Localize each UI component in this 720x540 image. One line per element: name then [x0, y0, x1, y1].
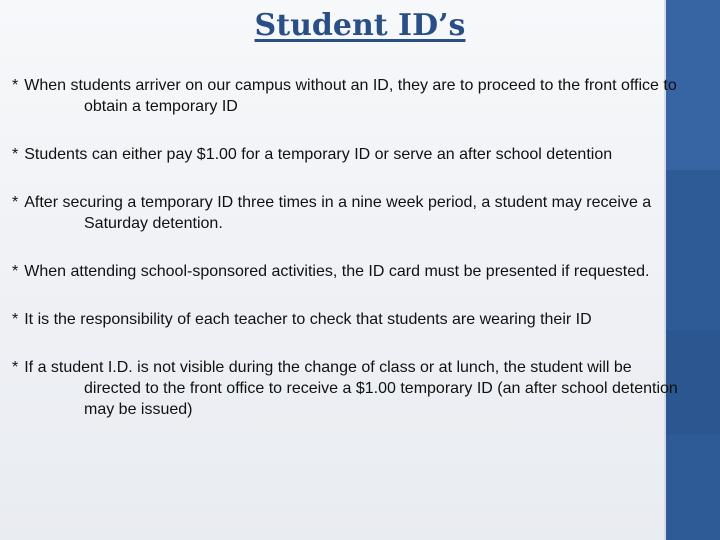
- bullet-star: *: [12, 359, 19, 376]
- slide-title: Student ID’s: [254, 8, 466, 43]
- bullet-star: *: [12, 194, 19, 211]
- bullet-item: [12, 192, 684, 234]
- bullet-star: *: [12, 77, 19, 94]
- bullet-text: When attending school-sponsored activities, the ID card must be presented if requested.: [24, 263, 650, 280]
- bullet-list: [12, 75, 684, 447]
- bullet-star: *: [12, 311, 19, 328]
- bullet-item: [12, 357, 684, 420]
- bullet-text: After securing a temporary ID three times in a nine week period, a student may receive a Saturday detention.: [24, 194, 652, 232]
- bullet-text: Students can either pay $1.00 for a temporary ID or serve an after school detention: [24, 146, 613, 163]
- bullet-item: [12, 261, 684, 282]
- bullet-item: [12, 75, 684, 117]
- bullet-star: *: [12, 146, 19, 163]
- bullet-text: It is the responsibility of each teacher to check that students are wearing their ID: [24, 311, 592, 328]
- bullet-star: *: [12, 263, 19, 280]
- bullet-text: When students arriver on our campus without an ID, they are to proceed to the front office to obtain a temporary ID: [24, 77, 677, 115]
- bullet-text: If a student I.D. is not visible during the change of class or at lunch, the student will be directed to the front office to receive a $1.00 temporary ID (an after school detention may be issued): [24, 359, 678, 418]
- bullet-item: [12, 309, 684, 330]
- bullet-item: [12, 144, 684, 165]
